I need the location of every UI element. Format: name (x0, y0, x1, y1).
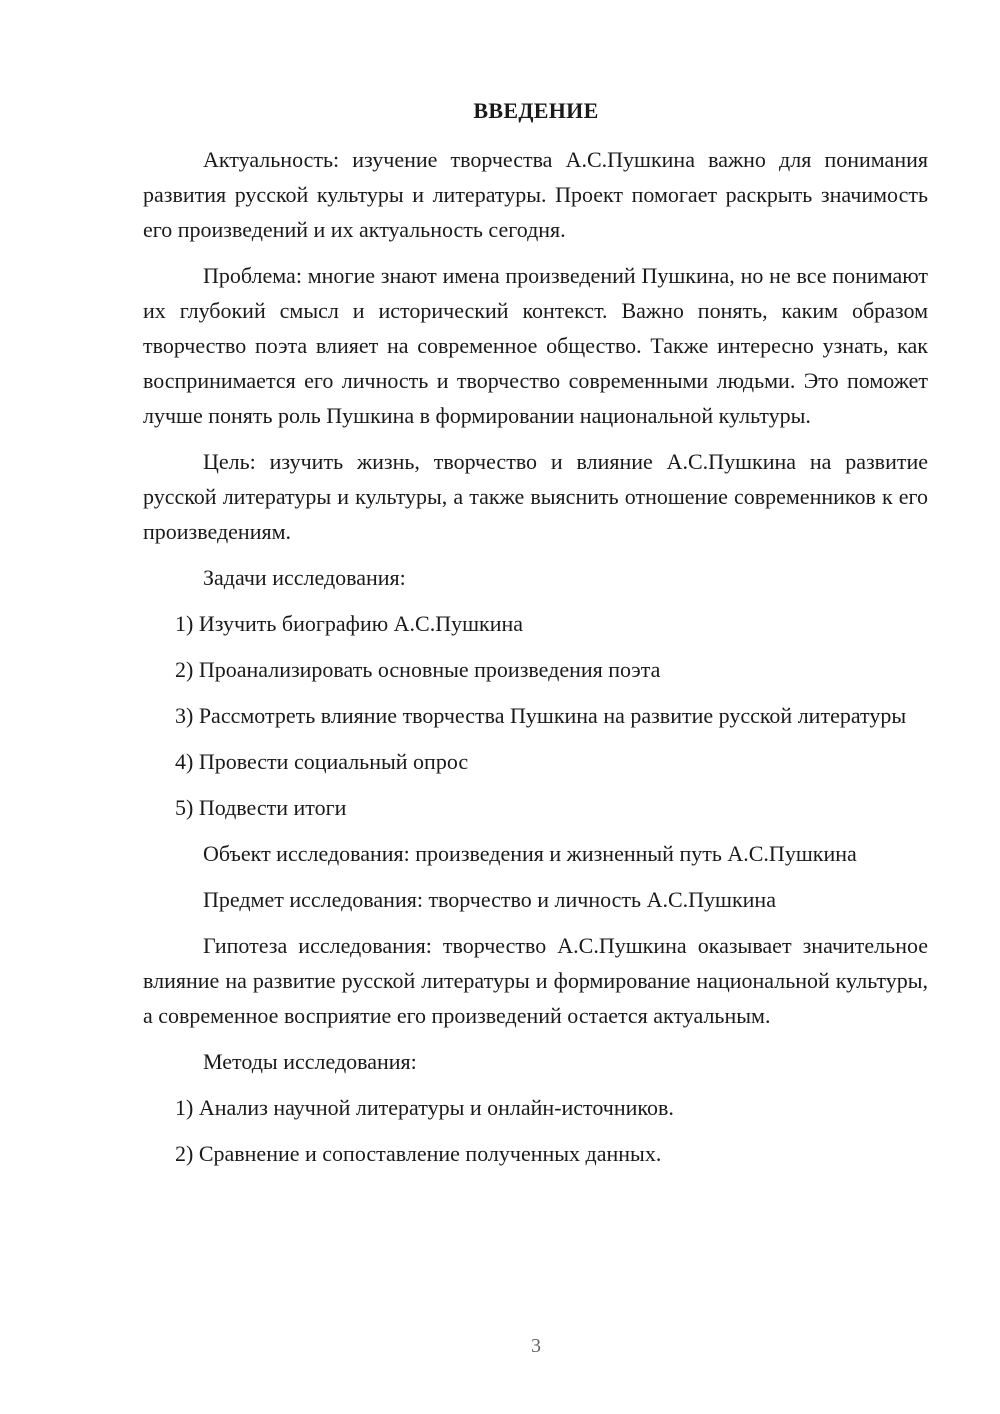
task-item: 5) Подвести итоги (175, 795, 347, 820)
paragraph-object: Объект исследования: произведения и жизненный путь А.С.Пушкина (203, 841, 857, 866)
method-item: 2) Сравнение и сопоставление полученных данных. (175, 1141, 662, 1166)
paragraph-subject: Предмет исследования: творчество и личность А.С.Пушкина (203, 887, 776, 912)
document-body (143, 142, 928, 1182)
task-item: 1) Изучить биографию А.С.Пушкина (175, 611, 524, 636)
page-title: ВВЕДЕНИЕ (473, 98, 599, 123)
task-item: 4) Провести социальный опрос (175, 749, 469, 774)
methods-heading: Методы исследования: (203, 1049, 417, 1074)
page-number: 3 (531, 1335, 541, 1357)
paragraph-problem: Проблема: многие знают имена произведений Пушкина, но не все понимают их глубокий смысл и исторический контекст. Важно понять, каким образом творчество поэта влияет на современное общество. Также интересно узнать, как воспринимается его личность и творчество современными людьми. Это поможет лучше понять роль Пушкина в формировании национальной культуры. (143, 263, 928, 428)
method-item: 1) Анализ научной литературы и онлайн-источников. (175, 1095, 674, 1120)
paragraph-goal: Цель: изучить жизнь, творчество и влияние А.С.Пушкина на развитие русской литературы и культуры, а также выяснить отношение современников к его произведениям. (143, 449, 928, 544)
task-item: 3) Рассмотреть влияние творчества Пушкина на развитие русской литературы (175, 703, 907, 728)
paragraph-relevance: Актуальность: изучение творчества А.С.Пушкина важно для понимания развития русской культуры и литературы. Проект помогает раскрыть значимость его произведений и их актуальность сегодня. (143, 147, 928, 242)
paragraph-hypothesis: Гипотеза исследования: творчество А.С.Пушкина оказывает значительное влияние на развитие русской литературы и формирование национальной культуры, а современное восприятие его произведений остается актуальным. (143, 933, 928, 1028)
tasks-heading: Задачи исследования: (203, 565, 406, 590)
task-item: 2) Проанализировать основные произведения поэта (175, 657, 661, 682)
